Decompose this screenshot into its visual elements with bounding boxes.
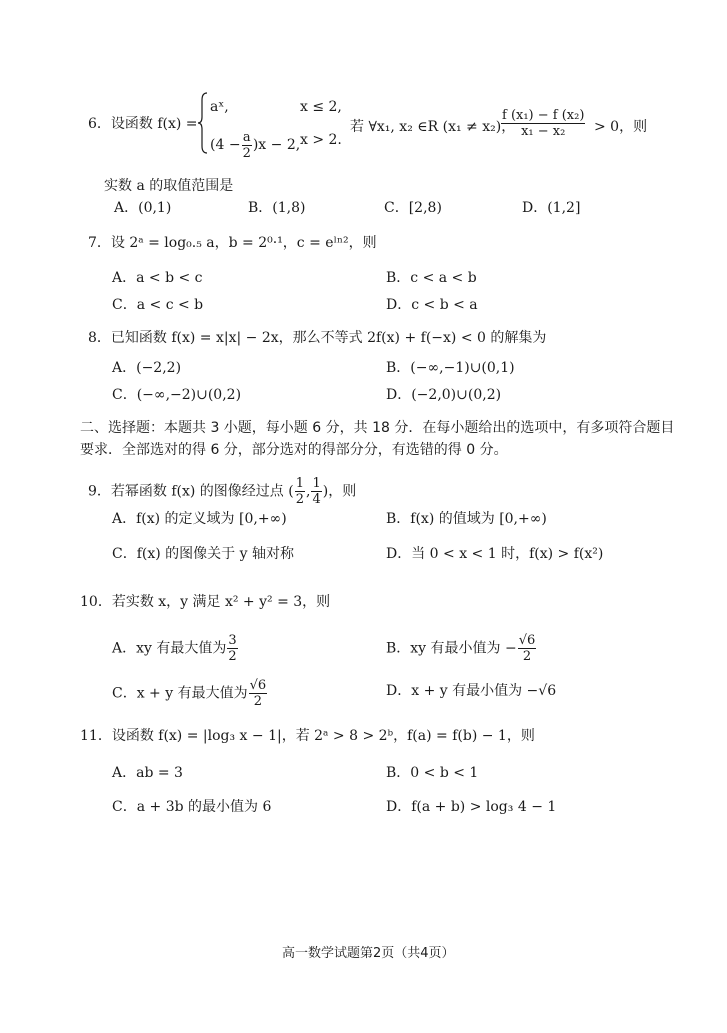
q8-option-d: D．(−2,0)∪(0,2) xyxy=(386,387,502,403)
page-footer: 高一数学试题第2页（共4页） xyxy=(282,946,455,961)
q7-stem: 7．设 2ᵃ = log₀.₅ a，b = 2⁰·¹，c = eˡⁿ²，则 xyxy=(88,235,377,251)
q7-option-d: D．c < b < a xyxy=(386,297,478,313)
q11-option-b: B．0 < b < 1 xyxy=(386,765,479,781)
piecewise-brace xyxy=(198,92,208,154)
q6-condition: 若 ∀x₁, x₂ ∈R (x₁ ≠ x₂)， xyxy=(350,119,516,135)
q11-option-c: C．a + 3b 的最小值为 6 xyxy=(112,799,272,815)
q6-ratio-tail: > 0，则 xyxy=(594,119,648,135)
q8-option-a: A．(−2,2) xyxy=(112,360,182,376)
q7-option-a: A．a < b < c xyxy=(112,270,203,286)
q7-option-c: C．a < c < b xyxy=(112,297,204,313)
q9-option-a: A．f(x) 的定义域为 [0,+∞) xyxy=(112,511,287,527)
q6-ratio: $\frac{\text{f (x₁) − f (x₂)}}{\text{x₁ − x₂}}$ xyxy=(502,108,585,139)
q6-stem-prefix: 6．设函数 f(x) = xyxy=(88,116,198,132)
q6-option-c: C．[2,8) xyxy=(384,200,442,216)
q6-piece2-expr: (4 − $\frac{a}{2}$ )x − 2, xyxy=(210,130,301,161)
q8-stem: 8．已知函数 f(x) = x|x| − 2x，那么不等式 2f(x) + f(−x) < 0 的解集为 xyxy=(88,330,547,346)
q9-stem: 9．若幂函数 f(x) 的图像经过点 ( $\frac{1}{2}$ , $\frac{1}{4}$ )，则 xyxy=(88,476,357,507)
q6-option-d: D．(1,2] xyxy=(522,200,581,216)
q8-option-b: B．(−∞,−1)∪(0,1) xyxy=(386,360,515,376)
q9-option-c: C．f(x) 的图像关于 y 轴对称 xyxy=(112,546,294,562)
q10-stem: 10．若实数 x，y 满足 x² + y² = 3，则 xyxy=(80,594,331,610)
section-2-instructions: 二、选择题：本题共 3 小题，每小题 6 分，共 18 分．在每小题给出的选项中，有多项符合题目要求．全部选对的得 6 分，部分选对的得部分分，有选错的得 0 分。 xyxy=(80,420,675,458)
q11-stem: 11．设函数 f(x) = |log₃ x − 1|，若 2ᵃ > 8 > 2ᵇ，f(a) = f(b) − 1，则 xyxy=(80,728,535,744)
q6-stem-line2: 实数 a 的取值范围是 xyxy=(104,178,234,194)
q10-option-b: B．xy 有最小值为 − $\frac{√6}{2}$ xyxy=(386,633,536,664)
q6-piece2-cond: x > 2. xyxy=(300,132,342,148)
q6-option-b: B．(1,8) xyxy=(248,200,306,216)
q10-option-d: D．x + y 有最小值为 −√6 xyxy=(386,683,557,699)
q11-option-d: D．f(a + b) > log₃ 4 − 1 xyxy=(386,799,557,815)
q9-option-d: D．当 0 < x < 1 时，f(x) > f(x²) xyxy=(386,546,604,562)
q7-option-b: B．c < a < b xyxy=(386,270,477,286)
q9-option-b: B．f(x) 的值域为 [0,+∞) xyxy=(386,511,547,527)
q6-piece1-cond: x ≤ 2, xyxy=(300,99,342,115)
q11-option-a: A．ab = 3 xyxy=(112,765,183,781)
q6-piece1-expr: aˣ, xyxy=(210,99,229,115)
q10-option-c: C．x + y 有最大值为 $\frac{√6}{2}$ xyxy=(112,678,267,709)
q8-option-c: C．(−∞,−2)∪(0,2) xyxy=(112,387,242,403)
q6-option-a: A．(0,1) xyxy=(114,200,172,216)
q10-option-a: A．xy 有最大值为 $\frac{3}{2}$ xyxy=(112,633,237,664)
